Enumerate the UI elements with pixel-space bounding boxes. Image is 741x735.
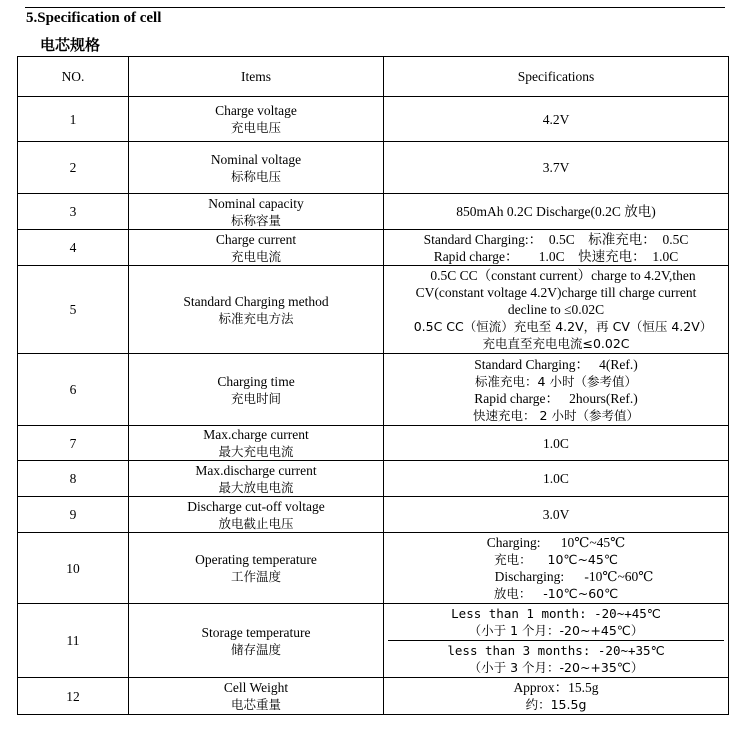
- spec-line: 充电直至充电电流≤0.02C: [482, 336, 630, 351]
- spec-cell: [384, 533, 729, 604]
- spec-cell: [384, 426, 729, 461]
- spec-line: 3.7V: [542, 160, 570, 175]
- table-row: [18, 461, 729, 497]
- item-zh: 工作温度: [230, 569, 281, 584]
- item-zh: 充电电压: [230, 120, 281, 135]
- table-row: [18, 354, 729, 426]
- specification-table: [17, 56, 729, 715]
- item-cell: [129, 678, 384, 715]
- table-row: [18, 142, 729, 194]
- table-row: [18, 266, 729, 354]
- row-number: 10: [18, 533, 129, 604]
- spec-cell: [384, 497, 729, 533]
- spec-line: Rapid charge： 1.0C 快速充电： 1.0C: [433, 248, 679, 264]
- row-number: 11: [18, 604, 129, 678]
- table-row: [18, 678, 729, 715]
- item-cell: [129, 97, 384, 142]
- item-zh: 储存温度: [230, 641, 281, 657]
- spec-line: 850mAh 0.2C Discharge(0.2C 放电): [456, 204, 656, 219]
- item-en: Charge voltage: [215, 103, 297, 118]
- spec-cell: [384, 678, 729, 715]
- item-zh: 标称容量: [230, 212, 281, 228]
- spec-line: Approx：15.5g: [513, 680, 599, 695]
- item-cell: [129, 604, 384, 678]
- table-row: [18, 533, 729, 604]
- spec-cell: [384, 97, 729, 142]
- spec-cell: [384, 266, 729, 354]
- spec-line: Discharging: -10℃~60℃: [494, 569, 654, 584]
- item-cell: [129, 461, 384, 497]
- spec-cell: [384, 230, 729, 266]
- spec-line: 快速充电： 2 小时（参考值）: [473, 407, 639, 423]
- table-row: [18, 604, 729, 678]
- item-zh: 标准充电方法: [218, 310, 294, 326]
- table-row: [18, 97, 729, 142]
- spec-line: Standard Charging:： 0.5C 标准充电： 0.5C: [423, 231, 689, 247]
- spec-line: 1.0C: [543, 471, 569, 486]
- spec-line: decline to ≤0.02C: [507, 302, 605, 317]
- item-cell: [129, 426, 384, 461]
- row-number: 12: [18, 678, 129, 715]
- spec-line: Charging: 10℃~45℃: [486, 535, 626, 550]
- spec-sub-cell: [388, 640, 724, 677]
- spec-line: 标准充电：4 小时（参考值）: [475, 373, 637, 389]
- spec-cell: [384, 604, 729, 678]
- spec-cell: [384, 142, 729, 194]
- item-en: Operating temperature: [195, 552, 317, 567]
- table-header-row: [18, 57, 729, 97]
- item-cell: [129, 142, 384, 194]
- item-zh: 电芯重量: [230, 697, 281, 712]
- item-en: Nominal capacity: [208, 195, 304, 211]
- spec-line: 4.2V: [542, 111, 570, 127]
- spec-line: （小于 3 个月：-20~+35℃）: [468, 660, 644, 675]
- spec-cell: [384, 194, 729, 230]
- item-zh: 充电时间: [230, 390, 281, 406]
- spec-line: CV(constant voltage 4.2V)charge till charge current: [415, 285, 697, 300]
- item-en: Discharge cut-off voltage: [187, 498, 325, 514]
- spec-line: less than 3 months: -20~+35℃: [447, 643, 665, 658]
- item-en: Standard Charging method: [183, 293, 329, 309]
- item-en: Max.discharge current: [195, 462, 317, 478]
- item-cell: [129, 354, 384, 426]
- spec-line: 充电： 10℃~45℃: [494, 552, 618, 567]
- item-cell: [129, 266, 384, 354]
- item-zh: 最大充电电流: [218, 444, 294, 459]
- row-number: 4: [18, 230, 129, 266]
- spec-line: 约：15.5g: [525, 697, 587, 712]
- table-row: [18, 426, 729, 461]
- spec-sub-cell: [388, 604, 724, 640]
- spec-line: Less than 1 month: -20~+45℃: [451, 606, 661, 621]
- row-number: 9: [18, 497, 129, 533]
- item-cell: [129, 194, 384, 230]
- header-items: Items: [129, 57, 384, 97]
- spec-line: Standard Charging： 4(Ref.): [474, 356, 638, 372]
- header-specs: Specifications: [384, 57, 729, 97]
- item-en: Max.charge current: [203, 427, 309, 442]
- item-zh: 标称电压: [230, 168, 281, 184]
- item-en: Cell Weight: [223, 680, 289, 695]
- spec-line: （小于 1 个月：-20~+45℃）: [468, 623, 644, 638]
- item-cell: [129, 230, 384, 266]
- spec-line: 0.5C CC（constant current）charge to 4.2V,then: [430, 268, 696, 283]
- item-zh: 放电截止电压: [218, 515, 294, 531]
- spec-line: 1.0C: [543, 435, 569, 451]
- row-number: 5: [18, 266, 129, 354]
- table-row: [18, 497, 729, 533]
- section-subtitle: 电芯规格: [40, 36, 101, 54]
- table-row: [18, 230, 729, 266]
- item-en: Nominal voltage: [210, 151, 302, 167]
- spec-cell: [384, 354, 729, 426]
- spec-line: 0.5C CC（恒流）充电至 4.2V，再 CV（恒压 4.2V）: [413, 319, 713, 334]
- item-en: Storage temperature: [201, 624, 311, 640]
- row-number: 6: [18, 354, 129, 426]
- item-cell: [129, 533, 384, 604]
- row-number: 3: [18, 194, 129, 230]
- header-no: NO.: [18, 57, 129, 97]
- item-zh: 充电电流: [230, 248, 281, 264]
- row-number: 7: [18, 426, 129, 461]
- row-number: 8: [18, 461, 129, 497]
- top-rule: [25, 7, 725, 8]
- section-title: 5.Specification of cell: [26, 10, 162, 26]
- item-en: Charging time: [217, 373, 295, 389]
- spec-line: 放电： -10℃~60℃: [493, 586, 619, 601]
- spec-cell: [384, 461, 729, 497]
- item-en: Charge current: [215, 231, 297, 247]
- row-number: 1: [18, 97, 129, 142]
- item-cell: [129, 497, 384, 533]
- spec-line: Rapid charge： 2hours(Ref.): [474, 390, 638, 406]
- spec-line: 3.0V: [542, 507, 570, 522]
- row-number: 2: [18, 142, 129, 194]
- table-row: [18, 194, 729, 230]
- item-zh: 最大放电电流: [218, 479, 294, 495]
